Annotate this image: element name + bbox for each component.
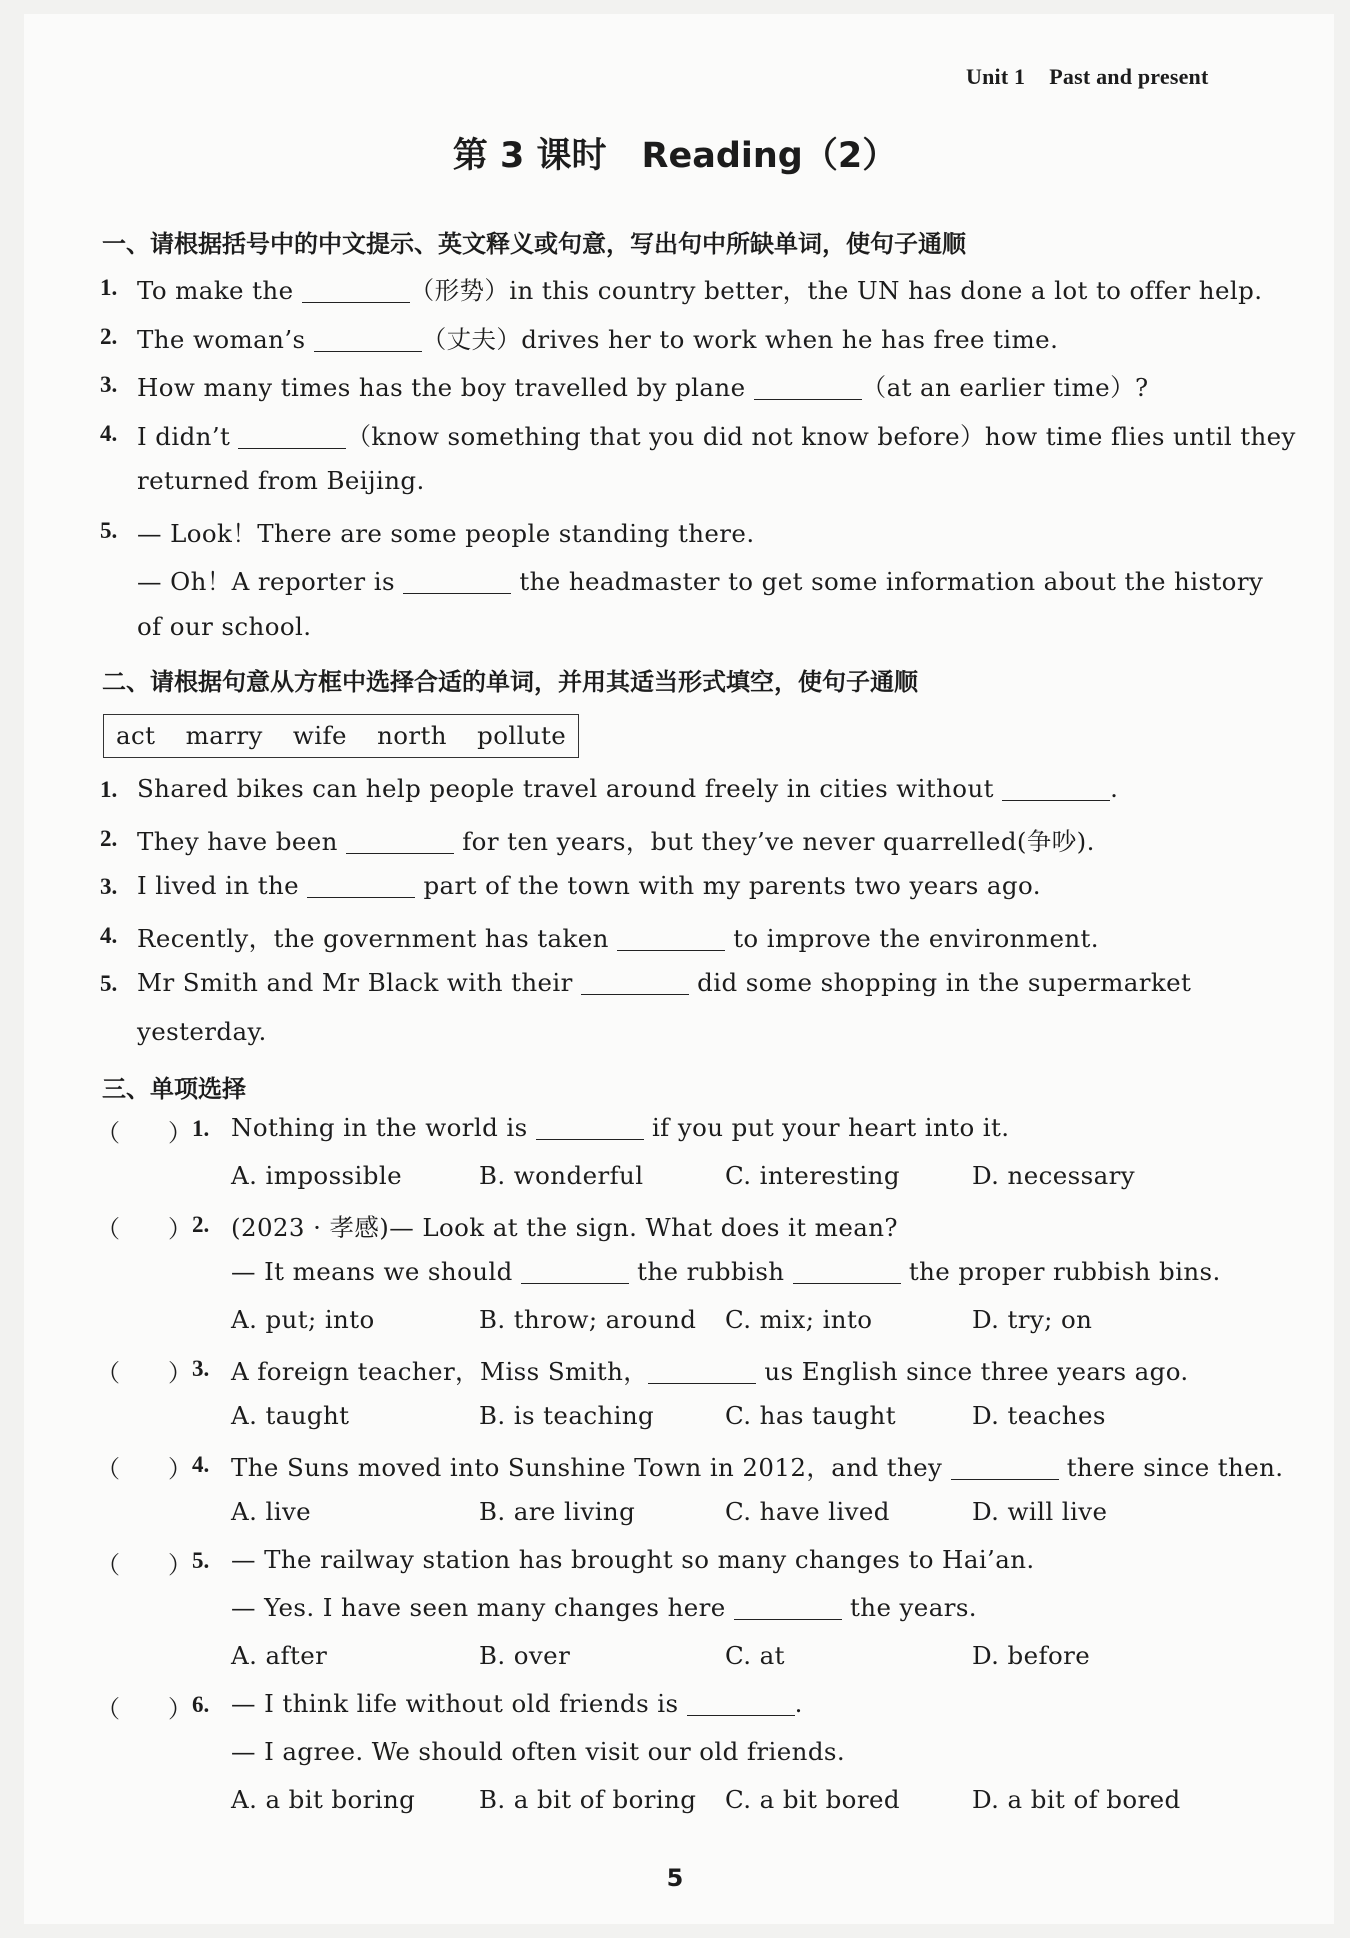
answer-parentheses[interactable]: （ ） [96,1215,192,1243]
sentence-text: （know something that you did not know before）how time flies until they [346,421,1296,451]
answer-option[interactable]: B. are living [479,1497,636,1526]
sentence-line [137,418,1296,453]
question-number: 2. [192,1212,210,1237]
answer-option[interactable]: B. wonderful [479,1161,644,1190]
answer-blank[interactable] [793,1257,901,1284]
sentence-line [137,871,1041,900]
answer-blank[interactable] [403,567,511,594]
sentence-line [231,1449,1284,1484]
item-number: 2. [100,825,118,851]
answer-option[interactable]: D. teaches [972,1401,1106,1430]
answer-option[interactable]: D. necessary [972,1161,1135,1190]
item-number: 5. [100,517,118,543]
sentence-text: the rubbish [628,1257,793,1286]
answer-option[interactable]: A. after [231,1641,328,1670]
answer-option[interactable]: A. live [231,1497,312,1526]
sentence-text: （形势）in this country better，the UN has done a lot to offer help. [409,276,1263,305]
word-box-item: north [377,721,447,750]
sentence-text: did some shopping in the supermarket [688,968,1192,997]
answer-blank[interactable] [1002,774,1110,801]
sentence-line [231,1737,845,1766]
item-number: 1. [100,777,118,802]
sentence-text: — Look！There are some people standing there. [137,518,755,548]
sentence-text: The Suns moved into Sunshine Town in 2012，and they [231,1453,951,1482]
answer-option[interactable]: C. have lived [725,1497,890,1526]
answer-blank[interactable] [346,827,454,854]
word-box-item: act [116,721,156,750]
answer-option[interactable]: D. a bit of bored [972,1785,1181,1814]
answer-option[interactable]: C. mix; into [725,1305,873,1334]
sentence-text: for ten years，but they’ve never quarrelled(争吵). [454,826,1095,856]
sentence-line [137,321,1058,356]
answer-blank[interactable] [734,1593,842,1620]
answer-blank[interactable] [754,373,862,400]
answer-parentheses[interactable]: （ ） [96,1551,192,1579]
item-number: 4. [100,922,118,948]
answer-parentheses[interactable]: （ ） [96,1695,192,1723]
answer-blank[interactable] [951,1453,1059,1480]
item-number: 2. [100,323,118,349]
sentence-text: . [794,1689,803,1718]
sentence-text: — The railway station has brought so many changes to Hai’an. [231,1545,1035,1574]
sentence-text: there since then. [1058,1453,1284,1482]
sentence-line [137,466,425,495]
word-box-item: pollute [477,721,567,750]
sentence-line [231,1353,1189,1388]
question-number: 5. [192,1548,210,1573]
answer-option[interactable]: C. interesting [725,1161,900,1190]
word-box-item: marry [185,721,263,750]
answer-option[interactable]: A. impossible [231,1161,402,1190]
sentence-text: returned from Beijing. [137,466,425,495]
word-box-item: wife [292,721,347,750]
sentence-line [137,823,1095,858]
sentence-text: The woman’s [137,324,314,354]
header-unit: Unit 1 [966,64,1026,89]
sentence-line [137,272,1262,307]
answer-option[interactable]: D. try; on [972,1305,1093,1334]
sentence-text: to improve the environment. [725,923,1099,953]
sentence-text: （丈夫）drives her to work when he has free time. [421,324,1059,354]
sentence-text: . [1110,774,1119,803]
answer-option[interactable]: B. a bit of boring [479,1785,697,1814]
sentence-text: （at an earlier time）? [861,373,1149,402]
sentence-text: yesterday. [137,1016,267,1046]
answer-option[interactable]: A. a bit boring [231,1785,416,1814]
answer-option[interactable]: C. a bit bored [725,1785,900,1814]
answer-blank[interactable] [314,325,422,352]
sentence-text: us English since three years ago. [756,1357,1189,1386]
sentence-text: — Yes. I have seen many changes here [231,1593,734,1622]
answer-parentheses[interactable]: （ ） [96,1119,192,1147]
answer-parentheses[interactable]: （ ） [96,1359,192,1387]
answer-option[interactable]: B. throw; around [479,1305,697,1334]
sentence-line [231,1545,1035,1574]
answer-option[interactable]: C. has taught [725,1401,896,1430]
sentence-line [137,515,755,550]
answer-option[interactable]: D. will live [972,1497,1108,1526]
section1-heading: 一、请根据括号中的中文提示、英文释义或句意，写出句中所缺单词，使句子通顺 [102,230,966,258]
sentence-text: I lived in the [137,871,308,900]
sentence-text: part of the town with my parents two years ago. [415,871,1041,900]
answer-blank[interactable] [687,1689,795,1716]
question-number: 4. [192,1452,210,1477]
item-number: 3. [100,372,118,397]
sentence-line [137,968,1191,997]
sentence-line [137,369,1149,404]
sentence-text: To make the [137,276,302,305]
sentence-text: — I think life without old friends is [231,1689,687,1718]
sentence-text: Recently，the government has taken [137,923,617,953]
word-box [103,714,579,758]
question-number: 3. [192,1356,210,1381]
sentence-text: (2023 · 孝感)— Look at the sign. What does it mean? [231,1213,898,1242]
answer-option[interactable]: C. at [725,1641,785,1670]
answer-blank[interactable] [536,1113,644,1140]
sentence-line [231,1209,898,1244]
question-number: 6. [192,1692,210,1717]
answer-blank[interactable] [648,1357,756,1384]
sentence-line [231,1257,1221,1286]
sentence-line [231,1689,803,1718]
header-topic: Past and present [1049,64,1209,89]
sentence-text: if you put your heart into it. [643,1113,1010,1142]
sentence-line [137,1017,267,1046]
answer-option[interactable]: B. over [479,1641,571,1670]
sentence-line [231,1113,1009,1142]
sentence-text: the years. [841,1593,977,1622]
lesson-title: 第 3 课时 Reading（2） [452,136,898,176]
sentence-text: Shared bikes can help people travel around freely in cities without [137,774,1003,803]
question-number: 1. [192,1116,210,1141]
sentence-text: I didn’t [137,421,239,451]
answer-blank[interactable] [307,871,415,898]
answer-parentheses[interactable]: （ ） [96,1455,192,1483]
sentence-text: Nothing in the world is [231,1113,536,1142]
sentence-text: — It means we should [231,1257,521,1286]
sentence-text: the proper rubbish bins. [900,1257,1221,1286]
sentence-text: They have been [137,826,347,856]
answer-option[interactable]: D. before [972,1641,1091,1670]
sentence-line [231,1593,977,1622]
answer-option[interactable]: A. taught [231,1401,350,1430]
answer-option[interactable]: B. is teaching [479,1401,655,1430]
page-number: 5 [666,1864,684,1892]
item-number: 5. [100,971,118,996]
sentence-text: the headmaster to get some information about the history [511,567,1264,596]
sentence-text: — Oh！A reporter is [137,567,404,596]
item-number: 4. [100,420,118,446]
sentence-line [137,920,1099,955]
answer-blank[interactable] [581,968,689,995]
answer-option[interactable]: A. put; into [231,1305,375,1334]
item-number: 1. [100,275,118,300]
answer-blank[interactable] [521,1257,629,1284]
item-number: 3. [100,874,118,899]
answer-blank[interactable] [238,422,346,449]
running-header [966,64,1209,90]
sentence-line [137,612,311,641]
sentence-line [137,774,1118,803]
answer-blank[interactable] [617,924,725,951]
sentence-text: Mr Smith and Mr Black with their [137,968,581,997]
sentence-text: — I agree. We should often visit our old friends. [231,1737,846,1766]
sentence-text: How many times has the boy travelled by plane [137,373,754,402]
sentence-text: of our school. [137,611,312,641]
sentence-text: A foreign teacher，Miss Smith， [231,1357,649,1386]
section3-heading: 三、单项选择 [102,1075,246,1103]
sentence-line [137,563,1263,598]
answer-blank[interactable] [302,276,410,303]
section2-heading: 二、请根据句意从方框中选择合适的单词，并用其适当形式填空，使句子通顺 [102,668,918,696]
